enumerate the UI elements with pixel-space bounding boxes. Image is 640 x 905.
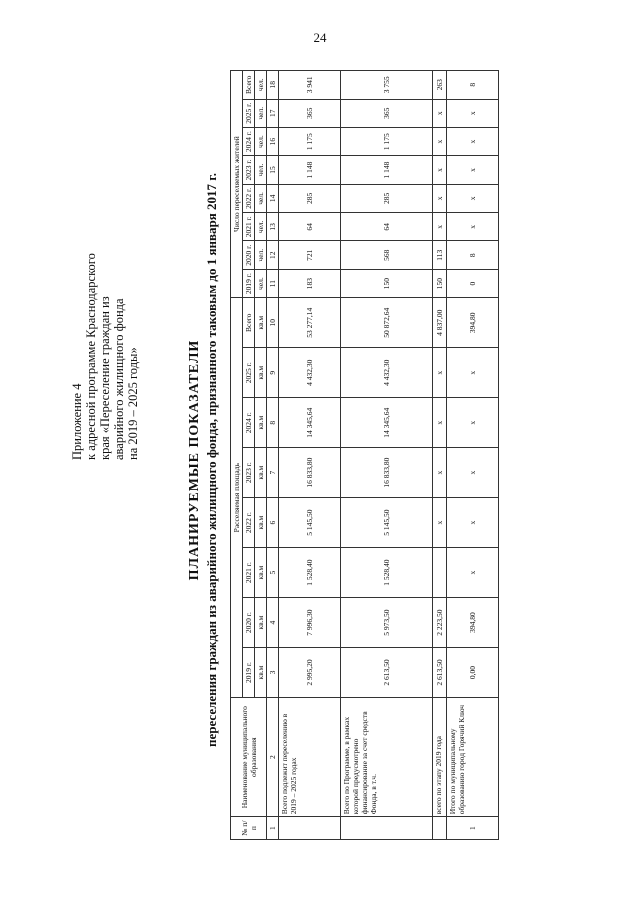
header-year: 2022 г. [243, 184, 255, 212]
area-cell: 5 145,50 [279, 498, 341, 548]
people-cell: 365 [341, 99, 433, 127]
header-year: 2025 г. [243, 99, 255, 127]
header-unit: чел. [255, 127, 267, 155]
row-num: 1 [447, 817, 499, 840]
area-cell: 4 432,30 [341, 348, 433, 398]
table-row [447, 71, 499, 840]
people-cell: 285 [341, 184, 433, 212]
header-year: 2023 г. [243, 156, 255, 184]
column-number: 3 [267, 648, 279, 698]
column-number: 14 [267, 184, 279, 212]
column-number: 12 [267, 241, 279, 269]
people-cell: 3 755 [341, 71, 433, 100]
indicators-table [230, 70, 499, 840]
appendix-line: на 2019 – 2025 годы» [126, 347, 140, 460]
table-row [341, 71, 433, 840]
rotated-landscape-content [70, 60, 570, 860]
area-cell: 5 973,50 [341, 598, 433, 648]
header-unit: кв.м [255, 348, 267, 398]
people-cell: 365 [279, 99, 341, 127]
header-unit: чел. [255, 184, 267, 212]
row-name: Всего подлежит переселению в 2019 – 2025 годах [279, 698, 341, 817]
header-unit: кв.м [255, 398, 267, 448]
people-cell: x [447, 127, 499, 155]
header-year: 2023 г. [243, 448, 255, 498]
people-cell: 64 [341, 213, 433, 241]
area-cell: 14 345,64 [341, 398, 433, 448]
appendix-line: аварийного жилищного фонда [112, 298, 126, 460]
area-cell: 16 833,80 [279, 448, 341, 498]
header-year: 2024 г. [243, 398, 255, 448]
header-name: Наименование муниципального образования [231, 698, 267, 817]
header-unit: чел. [255, 213, 267, 241]
area-cell: 4 432,30 [279, 348, 341, 398]
people-cell: 8 [447, 71, 499, 100]
people-cell: x [433, 184, 447, 212]
people-cell: 150 [433, 269, 447, 297]
header-year: 2020 г. [243, 598, 255, 648]
header-unit: кв.м [255, 448, 267, 498]
area-cell [433, 548, 447, 598]
people-cell: 113 [433, 241, 447, 269]
document-title: ПЛАНИРУЕМЫЕ ПОКАЗАТЕЛИ [187, 339, 202, 581]
area-cell: 4 837,00 [433, 298, 447, 348]
people-cell: 8 [447, 241, 499, 269]
people-cell: 285 [279, 184, 341, 212]
column-number: 13 [267, 213, 279, 241]
column-number: 10 [267, 298, 279, 348]
row-name: всего по этапу 2019 года [433, 698, 447, 817]
people-cell: 64 [279, 213, 341, 241]
area-cell: x [447, 348, 499, 398]
area-cell: 2 613,50 [433, 648, 447, 698]
header-year: 2019 г. [243, 269, 255, 297]
people-cell: 721 [279, 241, 341, 269]
column-number: 16 [267, 127, 279, 155]
header-unit: чел. [255, 241, 267, 269]
header-year: 2020 г. [243, 241, 255, 269]
column-number: 6 [267, 498, 279, 548]
area-cell: x [433, 398, 447, 448]
area-cell: 53 277,14 [279, 298, 341, 348]
area-cell: 2 223,50 [433, 598, 447, 648]
area-cell: 2 995,20 [279, 648, 341, 698]
row-name: Всего по Программе, в рамках которой предусмотрено финансирование за счет средств Фонда, в т.ч. [341, 698, 433, 817]
header-unit: чел. [255, 71, 267, 100]
column-number: 4 [267, 598, 279, 648]
header-unit: кв.м [255, 598, 267, 648]
area-cell: 14 345,64 [279, 398, 341, 448]
people-cell: 568 [341, 241, 433, 269]
people-cell: 1 175 [279, 127, 341, 155]
area-cell: x [447, 448, 499, 498]
area-cell: 2 613,50 [341, 648, 433, 698]
people-cell: 0 [447, 269, 499, 297]
column-number: 7 [267, 448, 279, 498]
header-unit: кв.м [255, 298, 267, 348]
people-cell: 183 [279, 269, 341, 297]
area-cell: 1 528,40 [279, 548, 341, 598]
column-number: 17 [267, 99, 279, 127]
column-number: 5 [267, 548, 279, 598]
area-cell: 50 872,64 [341, 298, 433, 348]
people-cell: x [433, 99, 447, 127]
header-year: 2021 г. [243, 548, 255, 598]
header-unit: кв.м [255, 648, 267, 698]
people-cell: 1 175 [341, 127, 433, 155]
people-cell: 3 941 [279, 71, 341, 100]
people-cell: 150 [341, 269, 433, 297]
column-number: 2 [267, 698, 279, 817]
header-unit: чел. [255, 269, 267, 297]
people-cell: x [447, 213, 499, 241]
header-num: № п/п [231, 817, 267, 840]
header-people-group: Число переселяемых жителей [231, 71, 243, 298]
header-row-groups [231, 71, 243, 840]
column-number: 18 [267, 71, 279, 100]
header-area-group: Расселяемая площадь [231, 298, 243, 698]
area-cell: 0,00 [447, 648, 499, 698]
people-cell: x [447, 156, 499, 184]
column-number: 15 [267, 156, 279, 184]
area-cell: 394,80 [447, 598, 499, 648]
people-cell: x [433, 156, 447, 184]
people-cell: 1 148 [279, 156, 341, 184]
area-cell: 394,80 [447, 298, 499, 348]
header-year: Всего [243, 71, 255, 100]
header-unit: кв.м [255, 498, 267, 548]
appendix-line: Приложение 4 [70, 383, 84, 460]
area-cell: 16 833,80 [341, 448, 433, 498]
header-year: 2019 г. [243, 648, 255, 698]
row-num [279, 817, 341, 840]
document-subtitle: переселения граждан из аварийного жилищного фонда, признанного таковым до 1 января 2017 г. [204, 173, 219, 748]
row-num [341, 817, 433, 840]
area-cell: x [433, 348, 447, 398]
header-unit: кв.м [255, 548, 267, 598]
people-cell: 1 148 [341, 156, 433, 184]
area-cell: 1 528,40 [341, 548, 433, 598]
people-cell: 263 [433, 71, 447, 100]
people-cell: x [447, 184, 499, 212]
header-unit: чел. [255, 156, 267, 184]
table-row [433, 71, 447, 840]
area-cell: x [433, 448, 447, 498]
header-year: 2022 г. [243, 498, 255, 548]
row-name: Итого по муниципальному образованию город Горячий Ключ [447, 698, 499, 817]
header-year: Всего [243, 298, 255, 348]
page-number: 24 [313, 30, 327, 45]
area-cell: 5 145,50 [341, 498, 433, 548]
area-cell: x [447, 498, 499, 548]
header-unit: чел. [255, 99, 267, 127]
appendix-note [70, 80, 140, 460]
header-year: 2024 г. [243, 127, 255, 155]
header-year: 2025 г. [243, 348, 255, 398]
header-year: 2021 г. [243, 213, 255, 241]
table-row [279, 71, 341, 840]
row-num [433, 817, 447, 840]
column-number: 11 [267, 269, 279, 297]
appendix-line: края «Переселение граждан из [98, 296, 112, 460]
area-cell: x [433, 498, 447, 548]
people-cell: x [447, 99, 499, 127]
column-number: 9 [267, 348, 279, 398]
people-cell: x [433, 127, 447, 155]
appendix-line: к адресной программе Краснодарского [84, 253, 98, 460]
column-number: 8 [267, 398, 279, 448]
people-cell: x [433, 213, 447, 241]
area-cell: 7 996,30 [279, 598, 341, 648]
area-cell: x [447, 398, 499, 448]
header-row-column-numbers [267, 71, 279, 840]
column-number: 1 [267, 817, 279, 840]
area-cell: x [447, 548, 499, 598]
